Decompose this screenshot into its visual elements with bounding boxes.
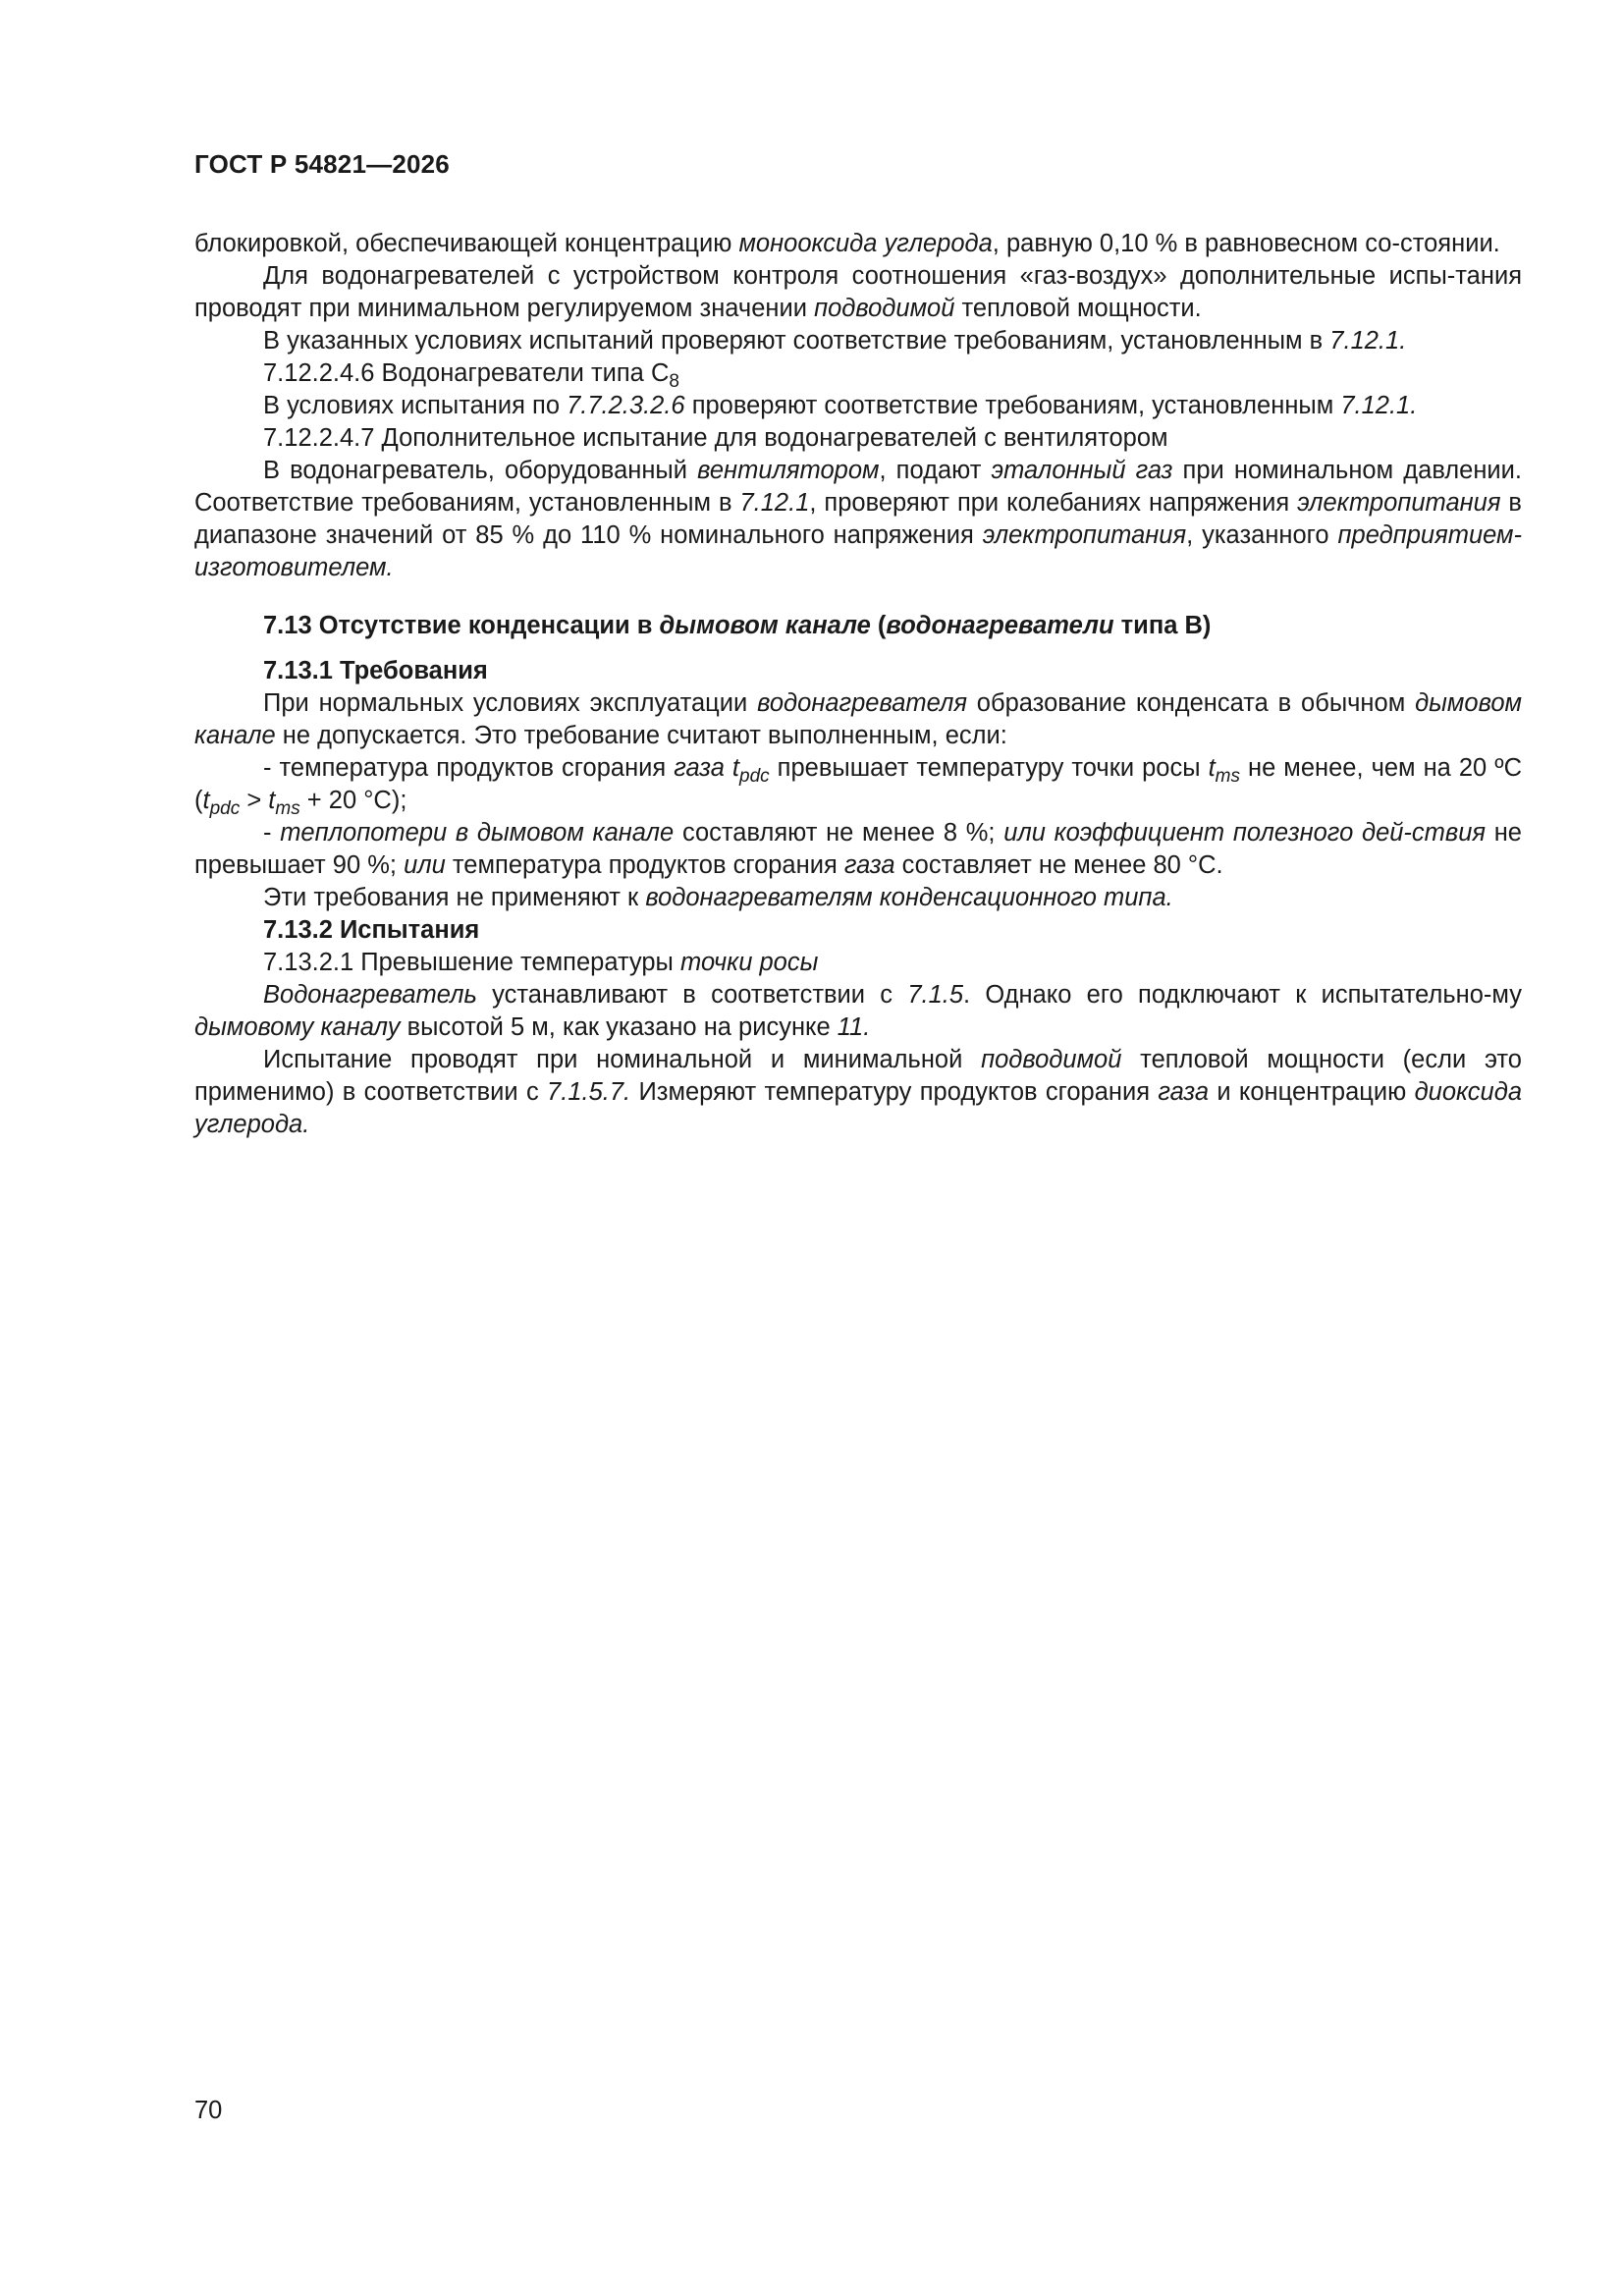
section-heading-7-13-2: 7.13.2 Испытания bbox=[263, 916, 480, 944]
subscript: ms bbox=[275, 798, 300, 819]
text: в диапазоне значений от 85 % до 110 % номинального напряжения bbox=[194, 489, 1522, 549]
term: диоксида углерода. bbox=[194, 1078, 1522, 1138]
subscript: pdc bbox=[739, 766, 770, 787]
text: - bbox=[263, 819, 281, 847]
text: температура продуктов сгорания bbox=[445, 851, 844, 879]
symbol: t bbox=[202, 787, 210, 814]
subclause-title bbox=[194, 357, 1522, 390]
text: 7.12.2.4.6 Водонагреватели типа С bbox=[263, 359, 670, 387]
text: В водонагреватель, оборудованный bbox=[263, 457, 698, 484]
text: блокировкой, обеспечивающей концентрацию bbox=[194, 230, 739, 257]
term: эталонный газ bbox=[991, 457, 1173, 484]
term: предприятием-изготовителем. bbox=[194, 521, 1522, 581]
text: , подают bbox=[879, 457, 992, 484]
text: Испытание проводят при номинальной и минимальной bbox=[263, 1046, 982, 1073]
term: подводимой bbox=[814, 295, 955, 322]
figure-ref: 11. bbox=[837, 1013, 871, 1041]
paragraph bbox=[194, 228, 1522, 260]
document-body bbox=[194, 228, 1522, 1141]
text: При нормальных условиях эксплуатации bbox=[263, 689, 758, 717]
section-heading-7-13-1: 7.13.1 Требования bbox=[263, 657, 488, 684]
term: газа bbox=[1158, 1078, 1210, 1106]
document-header: ГОСТ Р 54821—2026 bbox=[194, 149, 450, 179]
term: водонагреватели bbox=[886, 612, 1114, 639]
text: и концентрацию bbox=[1209, 1078, 1415, 1106]
term: дымовом канале bbox=[194, 689, 1522, 749]
text: 7.13.2.1 Превышение температуры bbox=[263, 949, 680, 976]
text: при номинальном давлении. Соответствие требованиям, установленным в bbox=[194, 457, 1522, 517]
subscript: ms bbox=[1215, 766, 1240, 787]
term: дымовому каналу bbox=[194, 1013, 401, 1041]
paragraph bbox=[194, 979, 1522, 1044]
text: тепловой мощности (если это применимо) в соответствии с bbox=[194, 1046, 1522, 1106]
clause-ref: 7.12.1. bbox=[1329, 327, 1407, 355]
term: дымовом канале bbox=[659, 612, 871, 639]
term: или bbox=[404, 851, 446, 879]
text: превышает температуру точки росы bbox=[769, 754, 1209, 782]
paragraph bbox=[194, 882, 1522, 914]
clause-ref: 7.7.2.3.2.6 bbox=[567, 392, 685, 419]
term: электропитания bbox=[1297, 489, 1501, 517]
text: не допускается. Это требование считают выполненным, если: bbox=[275, 722, 1007, 749]
clause-ref: 7.12.1 bbox=[739, 489, 810, 517]
term: водонагревателям конденсационного типа. bbox=[645, 884, 1173, 911]
list-item bbox=[194, 752, 1522, 817]
term: подводимой bbox=[981, 1046, 1122, 1073]
text: + 20 °C); bbox=[299, 787, 407, 814]
section-heading-7-13 bbox=[194, 610, 1522, 642]
text: ( bbox=[870, 612, 887, 639]
term: монооксида углерода bbox=[738, 230, 993, 257]
clause-ref: 7.12.1. bbox=[1340, 392, 1418, 419]
text: , указанного bbox=[1186, 521, 1338, 549]
term: точки росы bbox=[679, 949, 819, 976]
term: водонагревателя bbox=[757, 689, 967, 717]
page-number: 70 bbox=[194, 2097, 223, 2124]
text: , равную 0,10 % в равновесном со-стоянии. bbox=[992, 230, 1500, 257]
text: не менее, чем на 20 ºC ( bbox=[194, 754, 1522, 814]
term: или коэффициент полезного дей-ствия bbox=[1003, 819, 1487, 847]
subscript: 8 bbox=[669, 371, 679, 392]
subscript: pdc bbox=[209, 798, 241, 819]
text: - температура продуктов сгорания bbox=[263, 754, 675, 782]
paragraph bbox=[194, 687, 1522, 752]
subclause-title bbox=[194, 947, 1522, 979]
symbol: t bbox=[268, 787, 276, 814]
paragraph bbox=[194, 455, 1522, 584]
term: теплопотери в дымовом канале bbox=[280, 819, 675, 847]
text: составляет не менее 80 °C. bbox=[894, 851, 1223, 879]
text: составляют не менее 8 %; bbox=[674, 819, 1004, 847]
text: , проверяют при колебаниях напряжения bbox=[809, 489, 1298, 517]
list-item bbox=[194, 817, 1522, 882]
clause-ref: 7.1.5 bbox=[907, 981, 964, 1009]
term: электропитания bbox=[982, 521, 1187, 549]
text: Эти требования не применяют к bbox=[263, 884, 646, 911]
text: типа В) bbox=[1113, 612, 1212, 639]
text: В условиях испытания по bbox=[263, 392, 568, 419]
subclause-title: 7.12.2.4.7 Дополнительное испытание для водонагревателей с вентилятором bbox=[263, 424, 1168, 452]
text: Для водонагревателей с устройством контроля соотношения «газ-воздух» дополнительные испы-тания проводят при минимальном регулируемом значении bbox=[194, 262, 1522, 322]
text: высотой 5 м, как указано на рисунке bbox=[400, 1013, 838, 1041]
paragraph bbox=[194, 325, 1522, 357]
text: не превышает 90 %; bbox=[194, 819, 1522, 879]
text: . Однако его подключают к испытательно-му bbox=[963, 981, 1522, 1009]
text: > bbox=[240, 787, 269, 814]
text: устанавливают в соответствии с bbox=[476, 981, 908, 1009]
symbol: t bbox=[1208, 754, 1216, 782]
term: газа t bbox=[674, 754, 740, 782]
term: газа bbox=[843, 851, 895, 879]
text: В указанных условиях испытаний проверяют соответствие требованиям, установленным в bbox=[263, 327, 1330, 355]
paragraph bbox=[194, 1044, 1522, 1141]
text: Измеряют температуру продуктов сгорания bbox=[630, 1078, 1159, 1106]
paragraph bbox=[194, 390, 1522, 422]
term: вентилятором bbox=[697, 457, 880, 484]
text: 7.13 Отсутствие конденсации в bbox=[263, 612, 660, 639]
text: тепловой мощности. bbox=[954, 295, 1202, 322]
text: образование конденсата в обычном bbox=[966, 689, 1416, 717]
term: Водонагреватель bbox=[263, 981, 477, 1009]
text: проверяют соответствие требованиям, установленным bbox=[684, 392, 1341, 419]
clause-ref: 7.1.5.7. bbox=[547, 1078, 631, 1106]
paragraph bbox=[194, 260, 1522, 325]
